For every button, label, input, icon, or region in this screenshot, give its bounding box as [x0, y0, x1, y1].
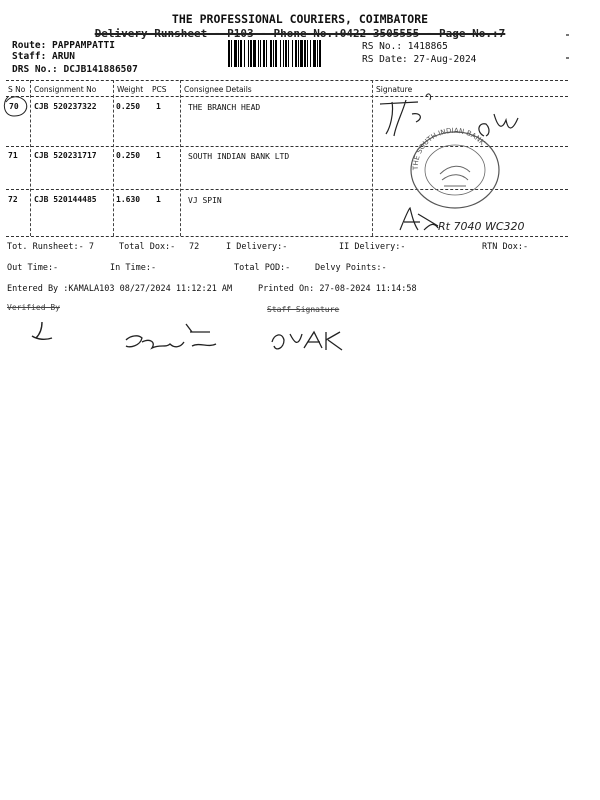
barcode-bar [240, 40, 242, 67]
row-sno: 72 [8, 195, 18, 204]
verified-by-text: Verified By [7, 303, 60, 312]
barcode-bar [307, 40, 308, 67]
runsheet-subtitle-text: Delivery Runsheet - P103 - Phone No.:0422-3505555 - Page No.:7 [94, 27, 506, 40]
barcode-bar [275, 40, 277, 67]
entered-by: Entered By :KAMALA103 08/27/2024 11:12:21 AM [7, 284, 233, 294]
verifier-signature [28, 318, 58, 344]
barcode-bar [263, 40, 265, 67]
rs-date: RS Date: 27-Aug-2024 [362, 54, 477, 65]
barcode-bar [298, 40, 299, 67]
row-consignee: VJ SPIN [188, 196, 222, 205]
barcode-bar [295, 40, 297, 67]
barcode-bar [313, 40, 316, 67]
barcode-bar [258, 40, 259, 67]
barcode-bar [270, 40, 272, 67]
barcode-bar [228, 40, 230, 67]
stamp-text: THE SOUTH INDIAN BANK [411, 126, 487, 171]
delvy-points-label: Delvy Points:- [315, 263, 387, 273]
total-pod-label: Total POD:- [234, 263, 291, 273]
verified-by-label [7, 303, 60, 312]
runsheet-subtitle [0, 27, 600, 40]
barcode-bar [238, 40, 239, 67]
page-title: THE PROFESSIONAL COURIERS, COIMBATORE [171, 12, 429, 26]
circle-mark-icon [0, 92, 40, 122]
barcode-bar [283, 40, 284, 67]
column-header-pcs: PCS [152, 85, 167, 94]
column-header-sno: S No [8, 85, 26, 94]
total-dox-value: 72 [189, 242, 200, 252]
row-pcs: 1 [156, 195, 161, 204]
row-consignee: THE BRANCH HEAD [188, 103, 261, 112]
margin-mark [566, 57, 569, 59]
barcode-bar [266, 40, 267, 67]
barcode-bar [288, 40, 289, 67]
barcode-bar [234, 40, 237, 67]
staff-label: Staff: ARUN [12, 51, 75, 62]
ii-delivery-label: II Delivery:- [339, 242, 406, 252]
row-consignment-no: CJB 520144485 [34, 195, 97, 204]
barcode-bar [273, 40, 274, 67]
barcode-bar [250, 40, 252, 67]
staff-signature-text: Staff Signature [267, 305, 340, 314]
staff-signature-label [267, 305, 339, 314]
row-weight: 0.250 [116, 102, 141, 111]
barcode-bar [260, 40, 261, 67]
barcode [228, 40, 356, 67]
column-header-consignment: Consignment No [34, 85, 97, 94]
barcode-bar [248, 40, 249, 67]
row-consignment-no: CJB 520231717 [34, 151, 97, 160]
bank-stamp-icon [400, 124, 510, 210]
barcode-bar [231, 40, 232, 67]
row-weight: 1.630 [116, 195, 141, 204]
svg-text:THE SOUTH INDIAN BANK [412, 127, 487, 171]
staff-signature-scribble [268, 324, 368, 360]
table-top-line [6, 80, 568, 81]
barcode-bar [253, 40, 256, 67]
in-time-label: In Time:- [110, 263, 157, 273]
rtn-dox-label: RTN Dox:- [482, 242, 529, 252]
i-delivery-label: I Delivery:- [226, 242, 288, 252]
row-pcs: 1 [156, 102, 161, 111]
column-divider [113, 80, 114, 236]
column-header-signature: Signature [376, 85, 413, 94]
barcode-bar [310, 40, 311, 67]
route-label: Route: PAPPAMPATTI [12, 40, 115, 51]
total-runsheet: Tot. Runsheet:- 7 [7, 242, 94, 252]
barcode-bar [285, 40, 287, 67]
margin-mark [566, 34, 569, 36]
printed-on: Printed On: 27-08-2024 11:14:58 [258, 284, 417, 294]
row-pcs: 1 [156, 151, 161, 160]
row-consignee: SOUTH INDIAN BANK LTD [188, 152, 290, 161]
rs-number: RS No.: 1418865 [362, 41, 448, 52]
column-divider [180, 80, 181, 236]
barcode-bar [292, 40, 293, 67]
row-sno: 71 [8, 151, 18, 160]
barcode-bar [244, 40, 245, 67]
out-time-label: Out Time:- [7, 263, 59, 273]
drs-number: DRS No.: DCJB141886507 [12, 64, 138, 75]
staff-signature-scribble [120, 320, 240, 360]
column-header-weight: Weight [117, 85, 144, 94]
row-weight: 0.250 [116, 151, 141, 160]
barcode-bar [319, 40, 321, 67]
total-dox-label: Total Dox:- [119, 242, 176, 252]
column-header-consignee: Consignee Details [184, 85, 252, 94]
row-sno: 70 [9, 102, 19, 111]
barcode-bar [280, 40, 281, 67]
row-consignment-no: CJB 520237322 [34, 102, 97, 111]
barcode-bar [317, 40, 318, 67]
signature-handwriting: Rt 7040 WC320 [438, 220, 525, 233]
barcode-bar [300, 40, 303, 67]
barcode-bar [304, 40, 306, 67]
